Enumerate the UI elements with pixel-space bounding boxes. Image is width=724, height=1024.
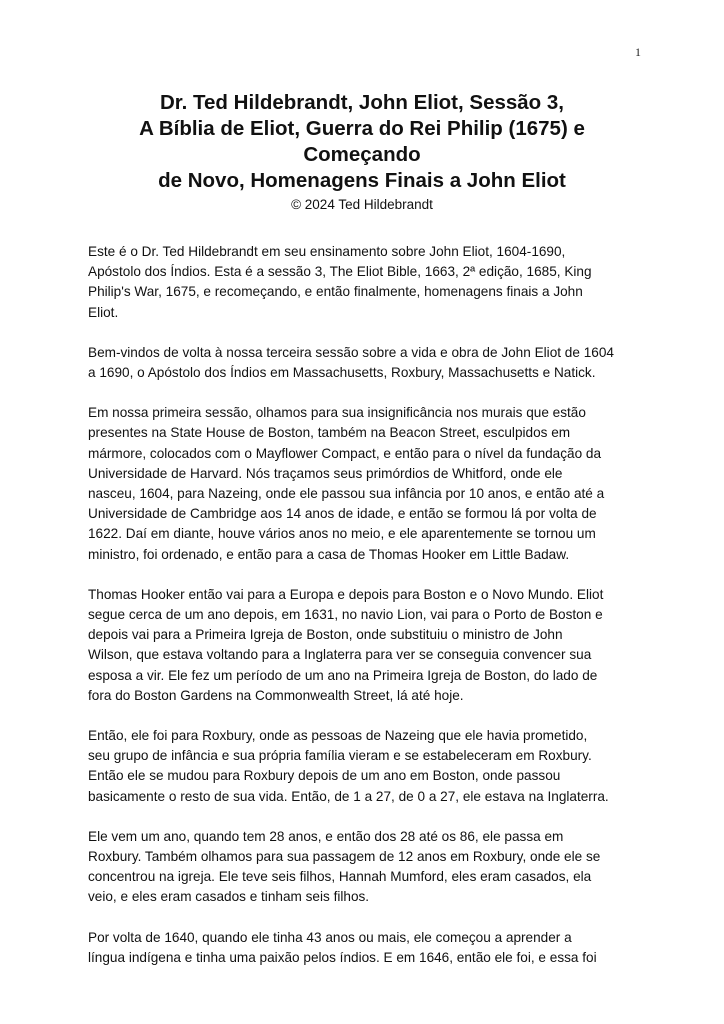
text-line: Wilson, que estava voltando para a Inglaterra para ver se conseguia convencer sua — [88, 647, 592, 663]
text-line: Este é o Dr. Ted Hildebrandt em seu ensinamento sobre John Eliot, 1604-1690, — [88, 244, 566, 259]
text-line: depois vai para a Primeira Igreja de Boston, onde substituiu o ministro de John — [88, 627, 563, 643]
text-line: língua indígena e tinha uma paixão pelos índios. E em 1646, então ele foi, e essa foi — [88, 949, 597, 965]
page-number: 1 — [635, 45, 641, 59]
paragraph — [88, 403, 648, 565]
text-line: ministro, foi ordenado, e então para a casa de Thomas Hooker em Little Badaw. — [88, 546, 570, 562]
text-line: segue cerca de um ano depois, em 1631, no navio Lion, vai para o Porto de Boston e — [88, 607, 603, 623]
text-line: veio, e eles eram casados e tinham seis filhos. — [88, 889, 370, 905]
paragraph — [88, 726, 648, 807]
text-line: Bem-vindos de volta à nossa terceira sessão sobre a vida e obra de John Eliot de 1604 — [88, 344, 614, 360]
text-line: mármore, colocados com o Mayflower Compact, e então para o nível da fundação da — [88, 445, 602, 461]
copyright-notice: © 2024 Ted Hildebrandt — [291, 197, 433, 212]
document-body — [88, 242, 648, 988]
text-line: Universidade de Cambridge aos 14 anos de idade, e então se formou lá por volta de — [88, 506, 597, 522]
text-line: Universidade de Harvard. Nós traçamos seus primórdios de Whitford, onde ele — [88, 465, 563, 481]
text-line: Então ele se mudou para Roxbury depois de um ano em Boston, onde passou — [88, 768, 561, 784]
paragraph — [88, 928, 648, 968]
paragraph — [88, 343, 648, 383]
text-line: esposa a vir. Ele fez um período de um ano na Primeira Igreja de Boston, do lado de — [88, 667, 598, 683]
title-line: A Bíblia de Eliot, Guerra do Rei Philip (1675) e — [139, 117, 585, 140]
title-line: Começando — [303, 143, 421, 166]
text-line: concentrou na igreja. Ele teve seis filhos, Hannah Mumford, eles eram casados, ela — [88, 869, 592, 885]
text-line: fora do Boston Gardens na Commonwealth Street, lá até hoje. — [88, 687, 464, 703]
paragraph — [88, 585, 648, 706]
title-line: Dr. Ted Hildebrandt, John Eliot, Sessão 3, — [159, 91, 564, 114]
text-line: 1622. Daí em diante, houve vários anos no meio, e ele aparentemente se tornou um — [88, 526, 596, 542]
text-line: basicamente o resto de sua vida. Então, de 1 a 27, de 0 a 27, ele estava na Inglaterra. — [88, 788, 609, 804]
text-line: nasceu, 1604, para Nazeing, onde ele passou sua infância por 10 anos, e então até a — [88, 486, 605, 502]
text-line: Ele vem um ano, quando tem 28 anos, e então dos 28 até os 86, ele passa em — [88, 828, 564, 844]
text-line: a 1690, o Apóstolo dos Índios em Massachusetts, Roxbury, Massachusetts e Natick. — [88, 365, 596, 381]
text-line: Roxbury. Também olhamos para sua passagem de 12 anos em Roxbury, onde ele se — [88, 849, 601, 865]
paragraph — [88, 827, 648, 908]
text-line: Por volta de 1640, quando ele tinha 43 anos ou mais, ele começou a aprender a — [88, 929, 572, 945]
text-line: Philip's War, 1675, e recomeçando, e então finalmente, homenagens finais a John — [88, 284, 583, 300]
text-line: seu grupo de infância e sua própria família vieram e se estabeleceram em Roxbury. — [88, 748, 592, 764]
title-line: de Novo, Homenagens Finais a John Eliot — [158, 169, 566, 192]
text-line: Thomas Hooker então vai para a Europa e depois para Boston e o Novo Mundo. Eliot — [88, 586, 604, 602]
document-title-block — [88, 90, 636, 214]
text-line: Apóstolo dos Índios. Esta é a sessão 3, The Eliot Bible, 1663, 2ª edição, 1685, King — [88, 264, 592, 280]
text-line: Em nossa primeira sessão, olhamos para sua insignificância nos murais que estão — [88, 405, 586, 421]
text-line: presentes na State House de Boston, também na Beacon Street, esculpidos em — [88, 425, 571, 441]
paragraph — [88, 242, 648, 323]
text-line: Eliot. — [88, 304, 119, 320]
text-line: Então, ele foi para Roxbury, onde as pessoas de Nazeing que ele havia prometido, — [88, 728, 588, 744]
